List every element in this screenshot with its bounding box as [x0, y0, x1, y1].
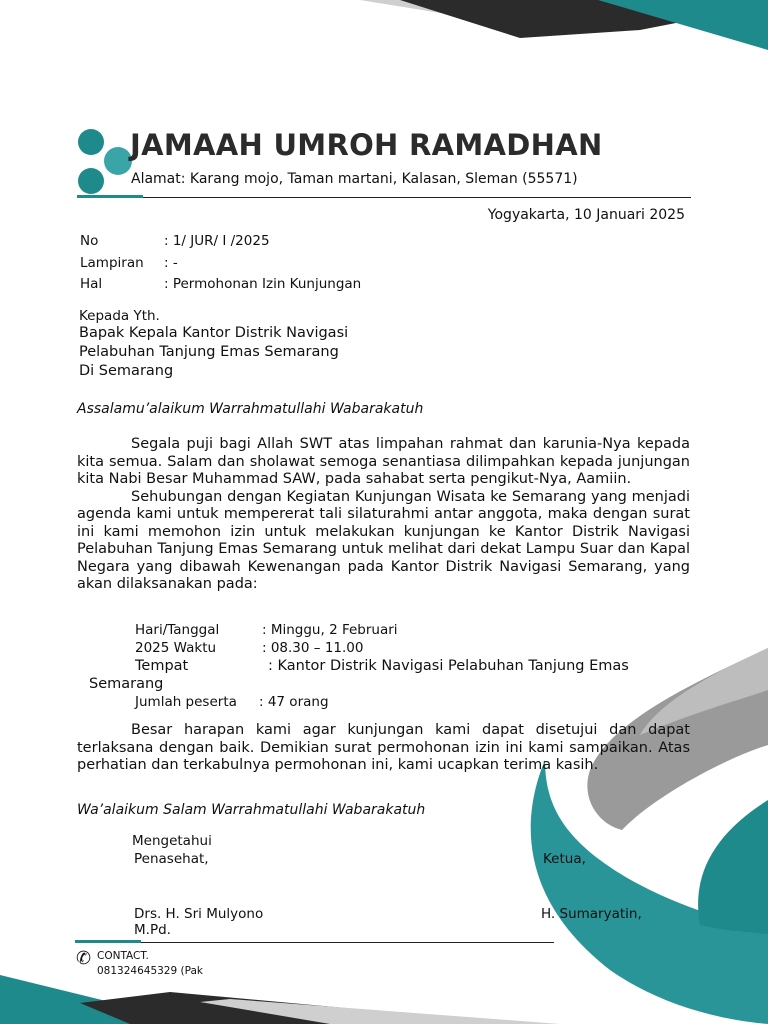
contact-phone: 081324645329 (Pak	[97, 965, 203, 977]
detail-participants-label: Jumlah peserta	[135, 694, 237, 710]
header-accent	[77, 195, 143, 198]
signature-advisor-name: Drs. H. Sri Mulyono	[134, 906, 264, 922]
meta-number-value: : 1/ JUR/ I /2025	[164, 233, 270, 249]
recipient-salutation: Kepada Yth.	[79, 308, 160, 324]
footer-accent	[75, 940, 141, 943]
teal-ribbon-lower	[698, 800, 768, 934]
signature-chair-title: Ketua,	[543, 851, 586, 867]
opening-greeting: Assalamu’alaikum Warrahmatullahi Wabarakatuh	[77, 401, 424, 417]
logo-circle-bottom	[78, 168, 104, 194]
footer-divider	[141, 942, 554, 943]
phone-icon: ✆	[76, 948, 92, 969]
meta-subject-label: Hal	[80, 276, 103, 292]
recipient-line-1: Bapak Kepala Kantor Distrik Navigasi	[79, 325, 349, 341]
detail-place-value-continued: Semarang	[89, 676, 164, 692]
detail-place-label: Tempat	[135, 658, 189, 674]
body-paragraphs	[77, 436, 690, 594]
contact-label: CONTACT.	[97, 950, 149, 962]
meta-attachment-label: Lampiran	[80, 255, 144, 271]
recipient-line-3: Di Semarang	[79, 363, 174, 379]
closing-paragraph-block	[77, 722, 690, 775]
meta-subject-value: : Permohonan Izin Kunjungan	[164, 276, 362, 292]
logo-circle-top	[78, 129, 104, 155]
signature-advisor-degree: M.Pd.	[134, 922, 171, 938]
detail-place-value: : Kantor Distrik Navigasi Pelabuhan Tanjung Emas	[268, 658, 629, 674]
detail-year-time-label: 2025 Waktu	[135, 640, 217, 656]
logo-circle-middle	[104, 147, 132, 175]
signature-chair-name: H. Sumaryatin,	[541, 906, 642, 922]
detail-day-value: : Minggu, 2 Februari	[262, 622, 398, 638]
signature-advisor-title: Penasehat,	[134, 851, 209, 867]
organization-address: Alamat: Karang mojo, Taman martani, Kalasan, Sleman (55571)	[131, 171, 578, 187]
header-divider	[143, 197, 691, 198]
letter-date: Yogyakarta, 10 Januari 2025	[487, 207, 685, 223]
meta-number-label: No	[80, 233, 99, 249]
detail-participants-value: : 47 orang	[259, 694, 329, 710]
recipient-line-2: Pelabuhan Tanjung Emas Semarang	[79, 344, 339, 360]
body-paragraph-1: Segala puji bagi Allah SWT atas limpahan rahmat dan karunia-Nya kepada kita semua. Salam dan sholawat semoga senantiasa dilimpahkan kepada junjungan kita Nabi Besar Muhammad SAW, pada sahabat serta pengikut-Nya, Aamiin.	[77, 436, 690, 487]
body-paragraph-2: Sehubungan dengan Kegiatan Kunjungan Wisata ke Semarang yang menjadi agenda kami untuk mempererat tali silaturahmi antar anggota, maka dengan surat ini kami memohon izin untuk melakukan kunjungan ke Kantor Distrik Navigasi Pelabuhan Tanjung Emas Semarang untuk melihat dari dekat Lampu Suar dan Kapal Negara yang dibawah Kewenangan pada Kantor Distrik Navigasi Semarang, yang akan dilaksanakan pada:	[77, 488, 690, 592]
signature-acknowledged: Mengetahui	[132, 833, 212, 849]
detail-time-value: : 08.30 – 11.00	[262, 640, 364, 656]
body-paragraph-3: Besar harapan kami agar kunjungan kami dapat disetujui dan dapat terlaksana dengan baik. Demikian surat permohonan izin ini kami sampaikan. Atas perhatian dan terkabulnya permohonan ini, kami ucapkan terima kasih.	[77, 722, 690, 773]
closing-greeting: Wa’alaikum Salam Warrahmatullahi Wabarakatuh	[77, 802, 426, 818]
detail-day-label: Hari/Tanggal	[135, 622, 220, 638]
organization-name: JAMAAH UMROH RAMADHAN	[130, 128, 603, 162]
meta-attachment-value: : -	[164, 255, 178, 271]
